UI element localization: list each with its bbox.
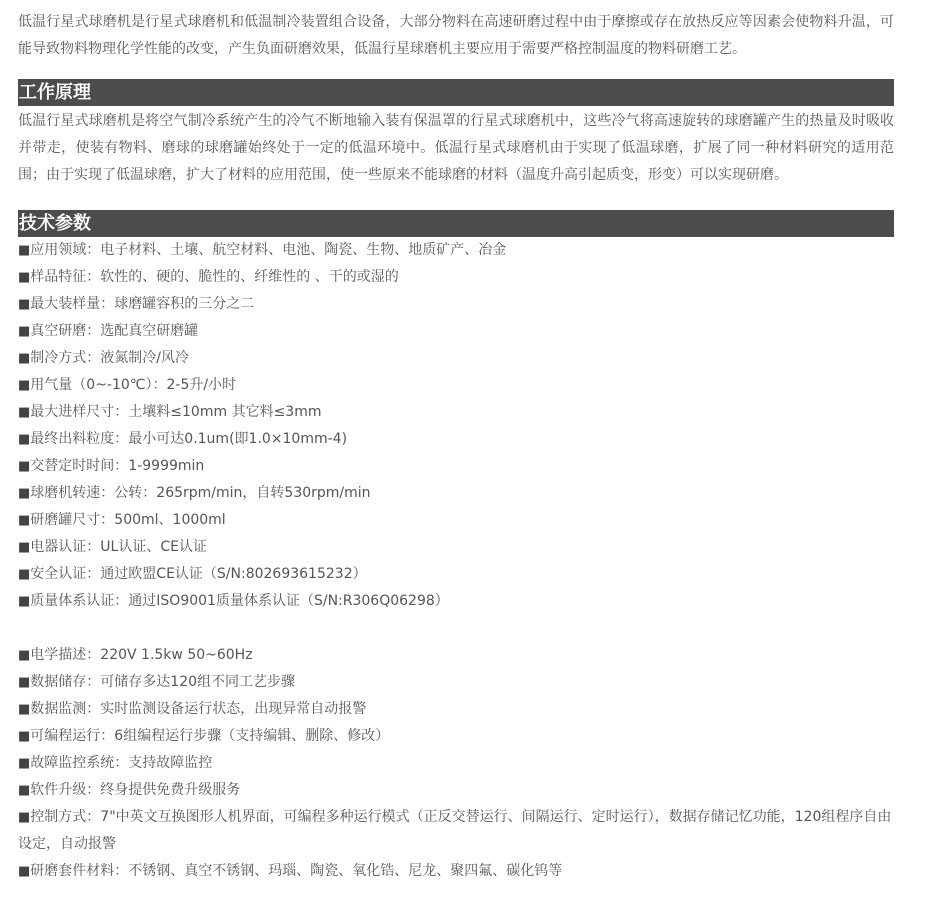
spec-item: [18, 291, 894, 318]
spec-item: [18, 318, 894, 345]
square-bullet-icon: ■: [18, 432, 31, 447]
spec-item: [18, 669, 894, 696]
square-bullet-icon: ■: [18, 702, 31, 717]
spec-item: [18, 399, 894, 426]
square-bullet-icon: ■: [18, 405, 31, 420]
square-bullet-icon: ■: [18, 567, 31, 582]
square-bullet-icon: ■: [18, 459, 31, 474]
spec-item: [18, 696, 894, 723]
spec-item: [18, 480, 894, 507]
spec-text: 数据储存：可储存多达120组不同工艺步骤: [30, 674, 296, 690]
spec-item: [18, 588, 894, 615]
spec-item: [18, 507, 894, 534]
spec-item: [18, 237, 894, 264]
spec-text: 最大装样量：球磨罐容积的三分之二: [30, 296, 255, 312]
square-bullet-icon: ■: [18, 270, 31, 285]
square-bullet-icon: ■: [18, 648, 31, 663]
spec-item: [18, 804, 894, 858]
spec-text: 交替定时时间：1-9999min: [30, 458, 205, 474]
spec-text: 安全认证：通过欧盟CE认证（S/N:802693615232）: [30, 566, 367, 582]
square-bullet-icon: ■: [18, 297, 31, 312]
spec-item: [18, 750, 894, 777]
spec-item: [18, 345, 894, 372]
spec-text: 样品特征：软性的、硬的、脆性的、纤维性的 、干的或湿的: [30, 269, 399, 285]
spec-item: [18, 534, 894, 561]
square-bullet-icon: ■: [18, 729, 31, 744]
spec-item: [18, 642, 894, 669]
square-bullet-icon: ■: [18, 540, 31, 555]
square-bullet-icon: ■: [18, 756, 31, 771]
spec-text: 可编程运行：6组编程运行步骤（支持编辑、删除、修改）: [30, 728, 390, 744]
spec-text: 最终出料粒度：最小可达0.1um(即1.0×10mm-4): [30, 431, 348, 447]
spec-item: [18, 723, 894, 750]
specs-list-2: [18, 642, 894, 885]
square-bullet-icon: ■: [18, 378, 31, 393]
intro-paragraph: 低温行星式球磨机是行星式球磨机和低温制冷装置组合设备，大部分物料在高速研磨过程中由于摩擦或存在放热反应等因素会使物料升温，可能导致物料物理化学性能的改变，产生负面研磨效果，低温行星球磨机主要应用于需要严格控制温度的物料研磨工艺。: [18, 14, 894, 57]
spec-text: 研磨套件材料：不锈钢、真空不锈钢、玛瑙、陶瓷、氧化锆、尼龙、聚四氟、碳化钨等: [30, 863, 563, 879]
article-content: [18, 0, 894, 885]
spec-text: 球磨机转速：公转：265rpm/min，自转530rpm/min: [30, 485, 371, 501]
spec-item: [18, 426, 894, 453]
spec-item: [18, 372, 894, 399]
square-bullet-icon: ■: [18, 810, 31, 825]
square-bullet-icon: ■: [18, 324, 31, 339]
square-bullet-icon: ■: [18, 513, 31, 528]
spec-text: 制冷方式：液氮制冷/风冷: [30, 350, 190, 366]
spec-item: [18, 777, 894, 804]
square-bullet-icon: ■: [18, 351, 31, 366]
spec-text: 研磨罐尺寸：500ml、1000ml: [30, 512, 226, 528]
principle-heading: 工作原理: [18, 79, 894, 106]
specs-heading: 技术参数: [18, 210, 894, 237]
spec-text: 质量体系认证：通过ISO9001质量体系认证（S/N:R306Q06298）: [30, 593, 449, 609]
spec-text: 最大进样尺寸：土壤料≤10mm 其它料≤3mm: [30, 404, 322, 420]
spec-item: [18, 561, 894, 588]
square-bullet-icon: ■: [18, 486, 31, 501]
square-bullet-icon: ■: [18, 594, 31, 609]
spec-text: 电学描述：220V 1.5kw 50~60Hz: [30, 647, 253, 663]
spec-item: [18, 264, 894, 291]
spec-text: 真空研磨：选配真空研磨罐: [30, 323, 199, 339]
spec-text: 软件升级：终身提供免费升级服务: [30, 782, 241, 798]
spec-text: 应用领域：电子材料、土壤、航空材料、电池、陶瓷、生物、地质矿产、冶金: [30, 242, 507, 258]
spec-text: 用气量（0~-10℃）：2-5升/小时: [30, 377, 237, 393]
spec-text: 数据监测：实时监测设备运行状态，出现异常自动报警: [30, 701, 367, 717]
list-spacer: [18, 615, 894, 642]
spec-item: [18, 453, 894, 480]
square-bullet-icon: ■: [18, 675, 31, 690]
spec-item: [18, 858, 894, 885]
spec-text: 故障监控系统：支持故障监控: [30, 755, 213, 771]
spec-text: 电器认证：UL认证、CE认证: [30, 539, 207, 555]
specs-list: [18, 237, 894, 615]
square-bullet-icon: ■: [18, 243, 31, 258]
square-bullet-icon: ■: [18, 783, 31, 798]
spec-text: 控制方式：7"中英文互换图形人机界面，可编程多种运行模式（正反交替运行、间隔运行、定时运行），数据存储记忆功能，120组程序自由设定，自动报警: [18, 809, 892, 852]
principle-paragraph: 低温行星式球磨机是将空气制冷系统产生的冷气不断地输入装有保温罩的行星式球磨机中，这些冷气将高速旋转的球磨罐产生的热量及时吸收并带走，使装有物料、磨球的球磨罐始终处于一定的低温环境中。低温行星式球磨机由于实现了低温球磨，扩展了同一种材料研究的适用范围；由于实现了低温球磨，扩大了材料的应用范围，使一些原来不能球磨的材料（温度升高引起质变，形变）可以实现研磨。: [18, 113, 894, 183]
square-bullet-icon: ■: [18, 864, 31, 879]
